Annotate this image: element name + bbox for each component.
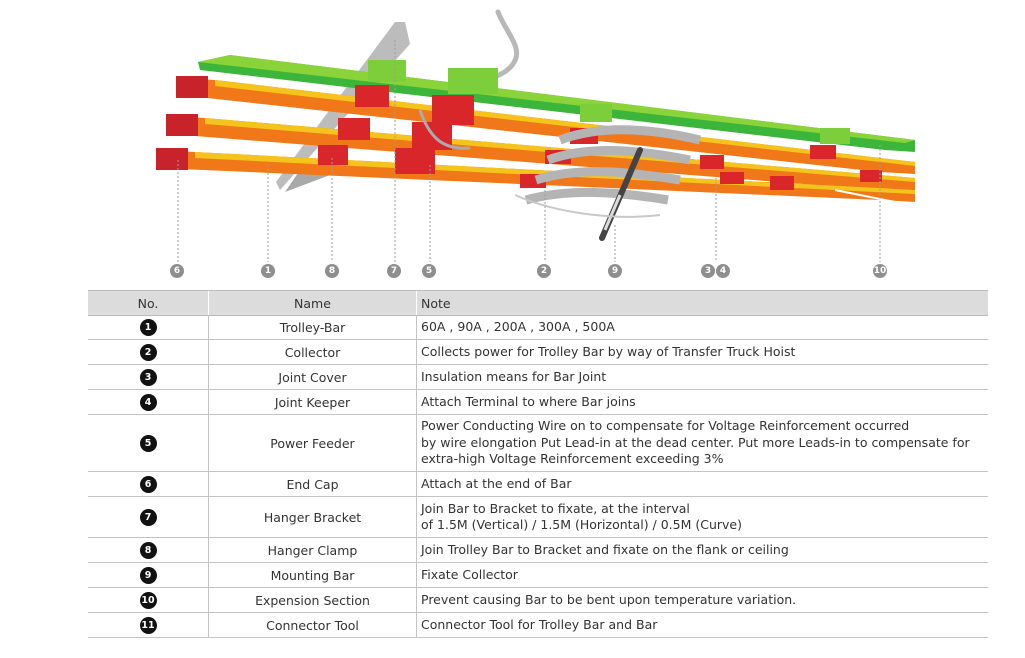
table-row [88, 316, 988, 340]
table-row [88, 472, 988, 497]
joint-keeper [770, 176, 794, 190]
row-number-badge: 3 [140, 369, 157, 386]
collector-arm [526, 192, 668, 200]
row-number-badge: 10 [140, 592, 157, 609]
part-note: Join Bar to Bracket to fixate, at the interval of 1.5M (Vertical) / 1.5M (Horizontal) / 0.5M (Curve) [417, 497, 989, 538]
trolley-bar-diagram [0, 0, 1025, 288]
table-row [88, 563, 988, 588]
end-cap-2 [166, 114, 198, 136]
part-name: Trolley-Bar [209, 316, 417, 340]
end-cap-1 [176, 76, 208, 98]
green-clamp [820, 128, 850, 144]
part-name: Hanger Bracket [209, 497, 417, 538]
row-number-badge: 2 [140, 344, 157, 361]
callout-8: 8 [325, 264, 339, 278]
end-cap-3 [156, 148, 188, 170]
part-name: Joint Keeper [209, 390, 417, 415]
joint-keeper [810, 145, 836, 159]
part-name: Connector Tool [209, 613, 417, 638]
table-row [88, 365, 988, 390]
header-no: No. [88, 291, 209, 316]
parts-table [88, 290, 988, 638]
green-clamp [448, 68, 498, 94]
part-name: End Cap [209, 472, 417, 497]
row-number-badge: 4 [140, 394, 157, 411]
callout-7: 7 [387, 264, 401, 278]
part-name: Joint Cover [209, 365, 417, 390]
part-note: Attach Terminal to where Bar joins [417, 390, 989, 415]
table-row [88, 340, 988, 365]
mounting-bar-rod [605, 195, 620, 230]
callout-2: 2 [537, 264, 551, 278]
header-note: Note [417, 291, 989, 316]
part-name: Hanger Clamp [209, 538, 417, 563]
table-row [88, 415, 988, 472]
row-number-badge: 11 [140, 617, 157, 634]
part-note: Prevent causing Bar to be bent upon temperature variation. [417, 588, 989, 613]
part-name: Expension Section [209, 588, 417, 613]
callout-3: 3 [701, 264, 715, 278]
callout-4: 4 [716, 264, 730, 278]
green-clamp [580, 104, 612, 122]
row-number-badge: 9 [140, 567, 157, 584]
part-note: Connector Tool for Trolley Bar and Bar [417, 613, 989, 638]
row-number-badge: 6 [140, 476, 157, 493]
green-clamp [368, 60, 406, 82]
table-row [88, 588, 988, 613]
row-number-badge: 1 [140, 319, 157, 336]
callout-10: 10 [873, 266, 887, 276]
table-row [88, 538, 988, 563]
part-note: Fixate Collector [417, 563, 989, 588]
joint-keeper [720, 172, 744, 184]
joint-keeper [860, 170, 882, 182]
part-note: Collects power for Trolley Bar by way of Transfer Truck Hoist [417, 340, 989, 365]
hanger-clamp [338, 118, 370, 140]
part-note: Attach at the end of Bar [417, 472, 989, 497]
part-note: Insulation means for Bar Joint [417, 365, 989, 390]
callout-9: 9 [608, 264, 622, 278]
part-note: 60A , 90A , 200A , 300A , 500A [417, 316, 989, 340]
part-note: Join Trolley Bar to Bracket and fixate on the flank or ceiling [417, 538, 989, 563]
header-name: Name [209, 291, 417, 316]
hanger-clamp [395, 148, 435, 174]
joint-keeper [700, 155, 724, 169]
row-number-badge: 7 [140, 509, 157, 526]
callout-1: 1 [261, 264, 275, 278]
table-row [88, 497, 988, 538]
row-number-badge: 5 [140, 435, 157, 452]
hanger-clamp [318, 145, 348, 165]
part-note: Power Conducting Wire on to compensate for Voltage Reinforcement occurred by wire elongation Put Lead-in at the dead center. Put more Leads-in to compensate for extra-high Voltage Reinforcement exceeding 3% [417, 415, 989, 472]
callout-6: 6 [170, 264, 184, 278]
row-number-badge: 8 [140, 542, 157, 559]
table-header-row [88, 291, 988, 316]
hanger-clamp [355, 85, 389, 107]
part-name: Mounting Bar [209, 563, 417, 588]
hanger-clamp [432, 95, 474, 125]
part-name: Power Feeder [209, 415, 417, 472]
table-row [88, 390, 988, 415]
table-row [88, 613, 988, 638]
callout-5: 5 [422, 264, 436, 278]
part-name: Collector [209, 340, 417, 365]
